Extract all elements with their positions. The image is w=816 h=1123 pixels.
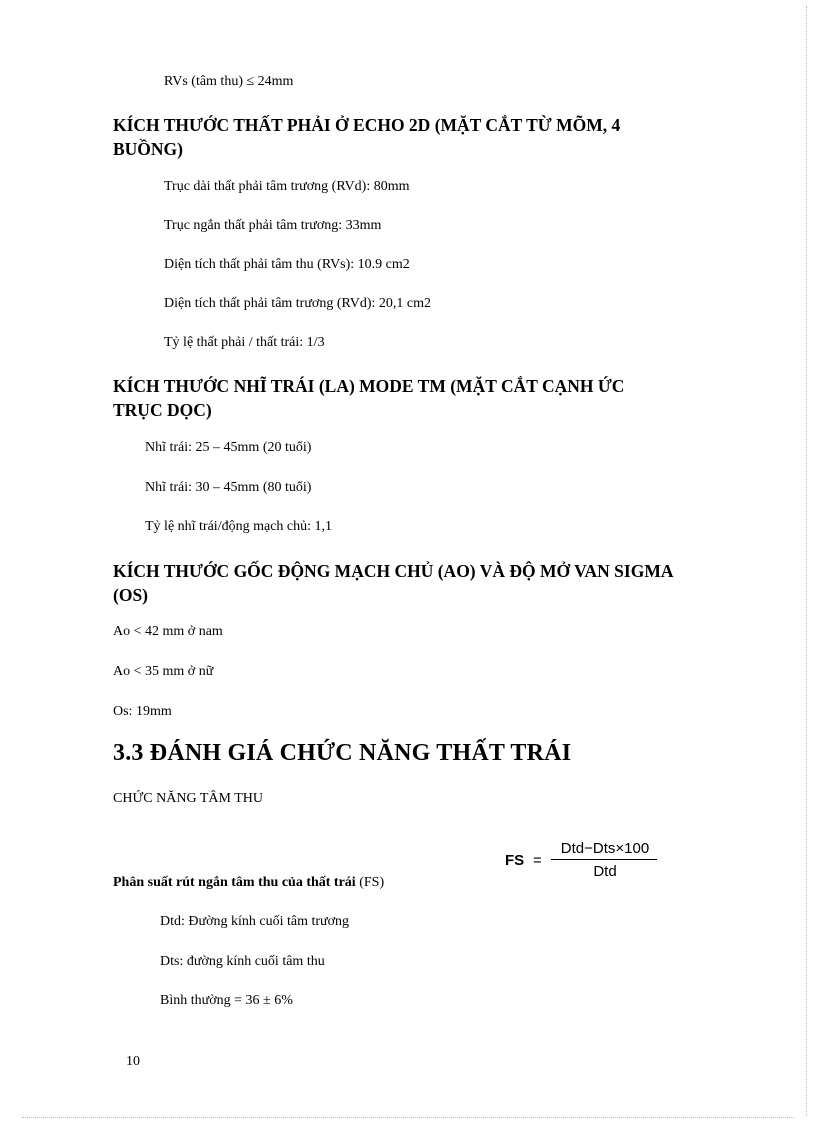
ao-female: Ao < 35 mm ở nữ [113, 664, 214, 679]
fs-label-bold: Phân suất rút ngắn tâm thu của thất trái [113, 875, 356, 890]
rv-long-axis: Trục dài thất phải tâm trương (RVd): 80mm [164, 179, 410, 194]
os-value: Os: 19mm [113, 704, 172, 719]
la-80-years: Nhĩ trái: 30 – 45mm (80 tuổi) [145, 480, 312, 495]
rvs-line: RVs (tâm thu) ≤ 24mm [164, 74, 294, 89]
fs-formula [505, 840, 665, 885]
page-number: 10 [126, 1054, 140, 1069]
formula-equals: = [533, 852, 542, 869]
formula-lhs: FS [505, 852, 525, 869]
rv-systolic-area: Diện tích thất phải tâm thu (RVs): 10.9 cm2 [164, 257, 410, 272]
formula-numerator: Dtd−Dts×100 [560, 840, 650, 857]
fs-label [113, 875, 384, 891]
normal-value: Bình thường = 36 ± 6% [160, 993, 293, 1008]
formula-fraction-bar [551, 859, 657, 860]
heading-aorta: KÍCH THƯỚC GỐC ĐỘNG MẠCH CHỦ (AO) VÀ ĐỘ MỞ VAN SIGMA (OS) [113, 561, 673, 605]
rv-lv-ratio: Tỷ lệ thất phải / thất trái: 1/3 [164, 335, 325, 350]
ao-male: Ao < 42 mm ở nam [113, 624, 223, 639]
formula-denominator: Dtd [593, 863, 617, 880]
heading-left-atrium: KÍCH THƯỚC NHĨ TRÁI (LA) MODE TM (MẶT CẮT CẠNH ỨC TRỤC DỌC) [113, 376, 625, 420]
dtd-definition: Dtd: Đường kính cuối tâm trương [160, 914, 350, 929]
page-right-border [806, 6, 807, 1116]
rv-diastolic-area: Diện tích thất phải tâm trương (RVd): 20,1 cm2 [164, 296, 431, 311]
page-bottom-border [22, 1117, 794, 1118]
section-title: 3.3 ĐÁNH GIÁ CHỨC NĂNG THẤT TRÁI [113, 740, 572, 766]
fs-label-rest: (FS) [355, 875, 385, 890]
la-20-years: Nhĩ trái: 25 – 45mm (20 tuổi) [145, 440, 312, 455]
subsection-title: CHỨC NĂNG TÂM THU [113, 791, 263, 806]
rv-short-axis: Trục ngắn thất phải tâm trương: 33mm [164, 218, 382, 233]
heading-right-ventricle: KÍCH THƯỚC THẤT PHẢI Ở ECHO 2D (MẶT CẮT TỪ MÕM, 4 BUỒNG) [113, 115, 621, 159]
dts-definition: Dts: đường kính cuối tâm thu [160, 954, 325, 969]
la-ao-ratio: Tỷ lệ nhĩ trái/động mạch chủ: 1,1 [145, 519, 333, 534]
